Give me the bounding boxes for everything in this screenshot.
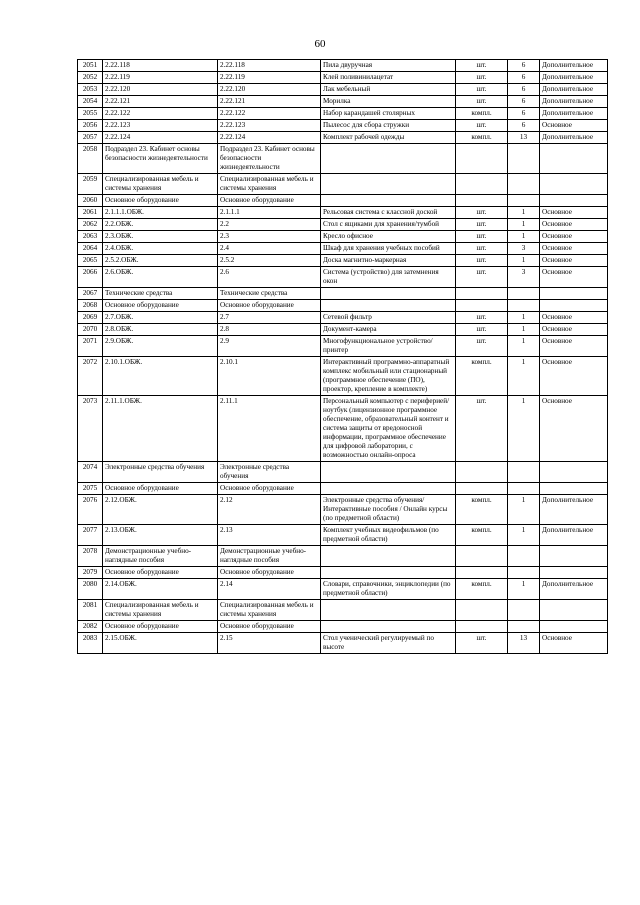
item-name-cell: Набор карандашей столярных [321, 108, 456, 120]
category-cell: Основное [540, 312, 608, 324]
quantity-cell: 1 [508, 579, 540, 600]
table-row [78, 462, 608, 483]
unit-cell [456, 462, 508, 483]
code-short-cell: 2.4 [218, 243, 321, 255]
category-cell: Основное [540, 219, 608, 231]
item-name-cell [321, 174, 456, 195]
table-row [78, 174, 608, 195]
code-cell: 2.22.122 [103, 108, 218, 120]
category-cell: Дополнительное [540, 84, 608, 96]
row-number-cell: 2074 [78, 462, 103, 483]
unit-cell: компл. [456, 132, 508, 144]
item-name-cell [321, 621, 456, 633]
row-number-cell: 2058 [78, 144, 103, 174]
item-name-cell [321, 195, 456, 207]
row-number-cell: 2065 [78, 255, 103, 267]
quantity-cell [508, 288, 540, 300]
code-short-cell: 2.13 [218, 525, 321, 546]
code-short-cell: 2.9 [218, 336, 321, 357]
category-cell: Основное [540, 243, 608, 255]
unit-cell: шт. [456, 324, 508, 336]
table-row [78, 231, 608, 243]
unit-cell: шт. [456, 336, 508, 357]
row-number-cell: 2061 [78, 207, 103, 219]
unit-cell: компл. [456, 525, 508, 546]
code-short-cell: Основное оборудование [218, 621, 321, 633]
code-short-cell: Технические средства [218, 288, 321, 300]
row-number-cell: 2080 [78, 579, 103, 600]
quantity-cell: 1 [508, 255, 540, 267]
unit-cell: шт. [456, 60, 508, 72]
category-cell: Основное [540, 255, 608, 267]
category-cell: Основное [540, 336, 608, 357]
quantity-cell: 1 [508, 312, 540, 324]
quantity-cell: 1 [508, 525, 540, 546]
code-cell: 2.10.1.ОБЖ. [103, 357, 218, 396]
code-short-cell: Основное оборудование [218, 567, 321, 579]
row-number-cell: 2077 [78, 525, 103, 546]
category-cell [540, 600, 608, 621]
item-name-cell: Персональный компьютер с периферией/ноутбук (лицензионное программное обеспечение, образовательный контент и система защиты от вредоносной информации, программное обеспечение для цифровой лаборатории, с возможностью онлайн-опроса [321, 396, 456, 462]
table-row [78, 207, 608, 219]
unit-cell: шт. [456, 312, 508, 324]
code-cell: Специализированная мебель и системы хранения [103, 600, 218, 621]
code-short-cell: 2.3 [218, 231, 321, 243]
item-name-cell [321, 462, 456, 483]
quantity-cell [508, 483, 540, 495]
category-cell [540, 195, 608, 207]
item-name-cell: Лак мебельный [321, 84, 456, 96]
quantity-cell [508, 195, 540, 207]
code-cell: 2.12.ОБЖ. [103, 495, 218, 525]
row-number-cell: 2059 [78, 174, 103, 195]
code-cell: 2.9.ОБЖ. [103, 336, 218, 357]
table-row [78, 195, 608, 207]
code-short-cell: 2.8 [218, 324, 321, 336]
item-name-cell: Стол с ящиками для хранения/тумбой [321, 219, 456, 231]
item-name-cell [321, 483, 456, 495]
code-short-cell: 2.22.121 [218, 96, 321, 108]
code-cell: 2.3.ОБЖ. [103, 231, 218, 243]
item-name-cell: Многофункциональное устройство/принтер [321, 336, 456, 357]
code-short-cell: 2.7 [218, 312, 321, 324]
code-cell: 2.22.124 [103, 132, 218, 144]
table-row [78, 288, 608, 300]
row-number-cell: 2068 [78, 300, 103, 312]
table-row [78, 336, 608, 357]
code-short-cell: 2.22.124 [218, 132, 321, 144]
unit-cell: шт. [456, 96, 508, 108]
code-short-cell: 2.5.2 [218, 255, 321, 267]
unit-cell [456, 567, 508, 579]
row-number-cell: 2054 [78, 96, 103, 108]
table-row [78, 108, 608, 120]
unit-cell: шт. [456, 633, 508, 654]
quantity-cell [508, 174, 540, 195]
quantity-cell: 3 [508, 243, 540, 255]
code-cell: 2.14.ОБЖ. [103, 579, 218, 600]
unit-cell [456, 300, 508, 312]
table-row [78, 324, 608, 336]
row-number-cell: 2070 [78, 324, 103, 336]
category-cell: Дополнительное [540, 60, 608, 72]
row-number-cell: 2055 [78, 108, 103, 120]
quantity-cell [508, 462, 540, 483]
table-row [78, 96, 608, 108]
item-name-cell: Шкаф для хранения учебных пособий [321, 243, 456, 255]
item-name-cell: Клей поливинилацетат [321, 72, 456, 84]
code-short-cell: 2.15 [218, 633, 321, 654]
table-row [78, 525, 608, 546]
row-number-cell: 2066 [78, 267, 103, 288]
quantity-cell: 1 [508, 396, 540, 462]
code-short-cell: 2.12 [218, 495, 321, 525]
quantity-cell: 1 [508, 219, 540, 231]
row-number-cell: 2075 [78, 483, 103, 495]
table-row [78, 120, 608, 132]
category-cell: Дополнительное [540, 72, 608, 84]
item-name-cell: Пила двуручная [321, 60, 456, 72]
row-number-cell: 2073 [78, 396, 103, 462]
row-number-cell: 2076 [78, 495, 103, 525]
category-cell [540, 174, 608, 195]
code-cell: 2.7.ОБЖ. [103, 312, 218, 324]
code-cell: Основное оборудование [103, 483, 218, 495]
unit-cell: шт. [456, 84, 508, 96]
category-cell: Основное [540, 267, 608, 288]
quantity-cell: 6 [508, 108, 540, 120]
code-short-cell: Основное оборудование [218, 483, 321, 495]
unit-cell: компл. [456, 579, 508, 600]
code-cell: Специализированная мебель и системы хранения [103, 174, 218, 195]
category-cell: Основное [540, 357, 608, 396]
quantity-cell: 1 [508, 495, 540, 525]
category-cell [540, 144, 608, 174]
unit-cell: компл. [456, 108, 508, 120]
table-row [78, 84, 608, 96]
code-cell: 2.22.118 [103, 60, 218, 72]
code-cell: 2.5.2.ОБЖ. [103, 255, 218, 267]
quantity-cell: 1 [508, 336, 540, 357]
code-cell: 2.22.119 [103, 72, 218, 84]
code-short-cell: 2.22.119 [218, 72, 321, 84]
row-number-cell: 2067 [78, 288, 103, 300]
code-cell: 2.22.123 [103, 120, 218, 132]
unit-cell: шт. [456, 120, 508, 132]
unit-cell: компл. [456, 357, 508, 396]
item-name-cell: Рельсовая система с классной доской [321, 207, 456, 219]
code-short-cell: Основное оборудование [218, 300, 321, 312]
code-cell: 2.22.120 [103, 84, 218, 96]
item-name-cell: Комплект рабочей одежды [321, 132, 456, 144]
code-short-cell: 2.11.1 [218, 396, 321, 462]
table-row [78, 567, 608, 579]
code-short-cell: Основное оборудование [218, 195, 321, 207]
unit-cell [456, 288, 508, 300]
quantity-cell [508, 567, 540, 579]
quantity-cell: 6 [508, 84, 540, 96]
table-row [78, 243, 608, 255]
table-row [78, 144, 608, 174]
table-row [78, 357, 608, 396]
quantity-cell: 1 [508, 324, 540, 336]
item-name-cell: Стол ученический регулируемый по высоте [321, 633, 456, 654]
code-short-cell: 2.22.122 [218, 108, 321, 120]
row-number-cell: 2071 [78, 336, 103, 357]
code-cell: Демонстрационные учебно-наглядные пособия [103, 546, 218, 567]
item-name-cell: Пылесос для сбора стружки [321, 120, 456, 132]
item-name-cell: Интерактивный программно-аппаратный комплекс мобильный или стационарный (программное обеспечение (ПО), проектор, крепление в комплекте) [321, 357, 456, 396]
table-row [78, 132, 608, 144]
code-short-cell: 2.22.118 [218, 60, 321, 72]
item-name-cell: Система (устройство) для затемнения окон [321, 267, 456, 288]
unit-cell: шт. [456, 255, 508, 267]
row-number-cell: 2053 [78, 84, 103, 96]
row-number-cell: 2072 [78, 357, 103, 396]
code-cell: Электронные средства обучения [103, 462, 218, 483]
item-name-cell: Документ-камера [321, 324, 456, 336]
quantity-cell: 3 [508, 267, 540, 288]
row-number-cell: 2064 [78, 243, 103, 255]
code-cell: 2.15.ОБЖ. [103, 633, 218, 654]
unit-cell [456, 483, 508, 495]
code-cell: Основное оборудование [103, 300, 218, 312]
item-name-cell [321, 567, 456, 579]
table-row [78, 483, 608, 495]
unit-cell [456, 144, 508, 174]
equipment-table-body [78, 60, 608, 654]
row-number-cell: 2063 [78, 231, 103, 243]
quantity-cell: 13 [508, 633, 540, 654]
quantity-cell: 1 [508, 231, 540, 243]
code-short-cell: Электронные средства обучения [218, 462, 321, 483]
row-number-cell: 2062 [78, 219, 103, 231]
code-short-cell: 2.22.120 [218, 84, 321, 96]
unit-cell: шт. [456, 267, 508, 288]
item-name-cell [321, 144, 456, 174]
category-cell [540, 288, 608, 300]
table-row [78, 72, 608, 84]
quantity-cell [508, 546, 540, 567]
unit-cell [456, 621, 508, 633]
unit-cell: шт. [456, 207, 508, 219]
category-cell: Дополнительное [540, 108, 608, 120]
item-name-cell [321, 300, 456, 312]
row-number-cell: 2078 [78, 546, 103, 567]
item-name-cell: Кресло офисное [321, 231, 456, 243]
category-cell: Дополнительное [540, 525, 608, 546]
unit-cell [456, 195, 508, 207]
category-cell: Дополнительное [540, 495, 608, 525]
row-number-cell: 2082 [78, 621, 103, 633]
table-row [78, 600, 608, 621]
equipment-table [77, 59, 608, 654]
category-cell: Дополнительное [540, 132, 608, 144]
category-cell [540, 621, 608, 633]
table-row [78, 312, 608, 324]
category-cell: Основное [540, 231, 608, 243]
row-number-cell: 2057 [78, 132, 103, 144]
category-cell [540, 483, 608, 495]
quantity-cell: 6 [508, 72, 540, 84]
table-row [78, 267, 608, 288]
code-cell: Основное оборудование [103, 567, 218, 579]
code-short-cell: 2.14 [218, 579, 321, 600]
table-row [78, 300, 608, 312]
row-number-cell: 2056 [78, 120, 103, 132]
category-cell: Дополнительное [540, 96, 608, 108]
table-row [78, 546, 608, 567]
row-number-cell: 2069 [78, 312, 103, 324]
code-cell: 2.1.1.1.ОБЖ. [103, 207, 218, 219]
item-name-cell [321, 600, 456, 621]
quantity-cell: 1 [508, 207, 540, 219]
category-cell [540, 567, 608, 579]
item-name-cell: Комплект учебных видеофильмов (по предметной области) [321, 525, 456, 546]
item-name-cell [321, 288, 456, 300]
unit-cell: шт. [456, 396, 508, 462]
quantity-cell: 6 [508, 120, 540, 132]
table-row [78, 396, 608, 462]
code-short-cell: Специализированная мебель и системы хранения [218, 600, 321, 621]
quantity-cell: 13 [508, 132, 540, 144]
code-cell: 2.2.ОБЖ. [103, 219, 218, 231]
code-short-cell: Специализированная мебель и системы хранения [218, 174, 321, 195]
item-name-cell: Морилка [321, 96, 456, 108]
category-cell [540, 462, 608, 483]
code-short-cell: 2.10.1 [218, 357, 321, 396]
quantity-cell: 1 [508, 357, 540, 396]
code-short-cell: 2.1.1.1 [218, 207, 321, 219]
category-cell [540, 300, 608, 312]
item-name-cell [321, 546, 456, 567]
table-row [78, 579, 608, 600]
unit-cell: компл. [456, 495, 508, 525]
quantity-cell [508, 300, 540, 312]
quantity-cell: 6 [508, 60, 540, 72]
category-cell: Дополнительное [540, 579, 608, 600]
table-row [78, 621, 608, 633]
code-short-cell: 2.2 [218, 219, 321, 231]
table-row [78, 255, 608, 267]
code-short-cell: 2.6 [218, 267, 321, 288]
code-cell: Технические средства [103, 288, 218, 300]
category-cell: Основное [540, 207, 608, 219]
code-cell: 2.22.121 [103, 96, 218, 108]
row-number-cell: 2051 [78, 60, 103, 72]
code-cell: 2.11.1.ОБЖ. [103, 396, 218, 462]
table-row [78, 60, 608, 72]
code-short-cell: Демонстрационные учебно-наглядные пособия [218, 546, 321, 567]
row-number-cell: 2083 [78, 633, 103, 654]
item-name-cell: Словари, справочники, энциклопедии (по предметной области) [321, 579, 456, 600]
code-cell: Подраздел 23. Кабинет основы безопасности жизнедеятельности [103, 144, 218, 174]
row-number-cell: 2052 [78, 72, 103, 84]
table-row [78, 495, 608, 525]
unit-cell [456, 174, 508, 195]
table-row [78, 633, 608, 654]
unit-cell [456, 600, 508, 621]
unit-cell: шт. [456, 243, 508, 255]
quantity-cell [508, 621, 540, 633]
table-row [78, 219, 608, 231]
code-cell: 2.6.ОБЖ. [103, 267, 218, 288]
quantity-cell [508, 600, 540, 621]
code-cell: 2.13.ОБЖ. [103, 525, 218, 546]
item-name-cell: Доска магнитно-маркерная [321, 255, 456, 267]
unit-cell: шт. [456, 72, 508, 84]
quantity-cell: 6 [508, 96, 540, 108]
code-short-cell: 2.22.123 [218, 120, 321, 132]
unit-cell: шт. [456, 231, 508, 243]
code-cell: Основное оборудование [103, 195, 218, 207]
category-cell [540, 546, 608, 567]
item-name-cell: Электронные средства обучения/Интерактивные пособия / Онлайн курсы (по предметной области) [321, 495, 456, 525]
row-number-cell: 2060 [78, 195, 103, 207]
code-cell: Основное оборудование [103, 621, 218, 633]
item-name-cell: Сетевой фильтр [321, 312, 456, 324]
category-cell: Основное [540, 324, 608, 336]
code-cell: 2.4.ОБЖ. [103, 243, 218, 255]
code-short-cell: Подраздел 23. Кабинет основы безопасности жизнедеятельности [218, 144, 321, 174]
category-cell: Основное [540, 120, 608, 132]
row-number-cell: 2079 [78, 567, 103, 579]
code-cell: 2.8.ОБЖ. [103, 324, 218, 336]
quantity-cell [508, 144, 540, 174]
page-number: 60 [314, 38, 326, 50]
unit-cell [456, 546, 508, 567]
category-cell: Основное [540, 396, 608, 462]
row-number-cell: 2081 [78, 600, 103, 621]
category-cell: Основное [540, 633, 608, 654]
unit-cell: шт. [456, 219, 508, 231]
